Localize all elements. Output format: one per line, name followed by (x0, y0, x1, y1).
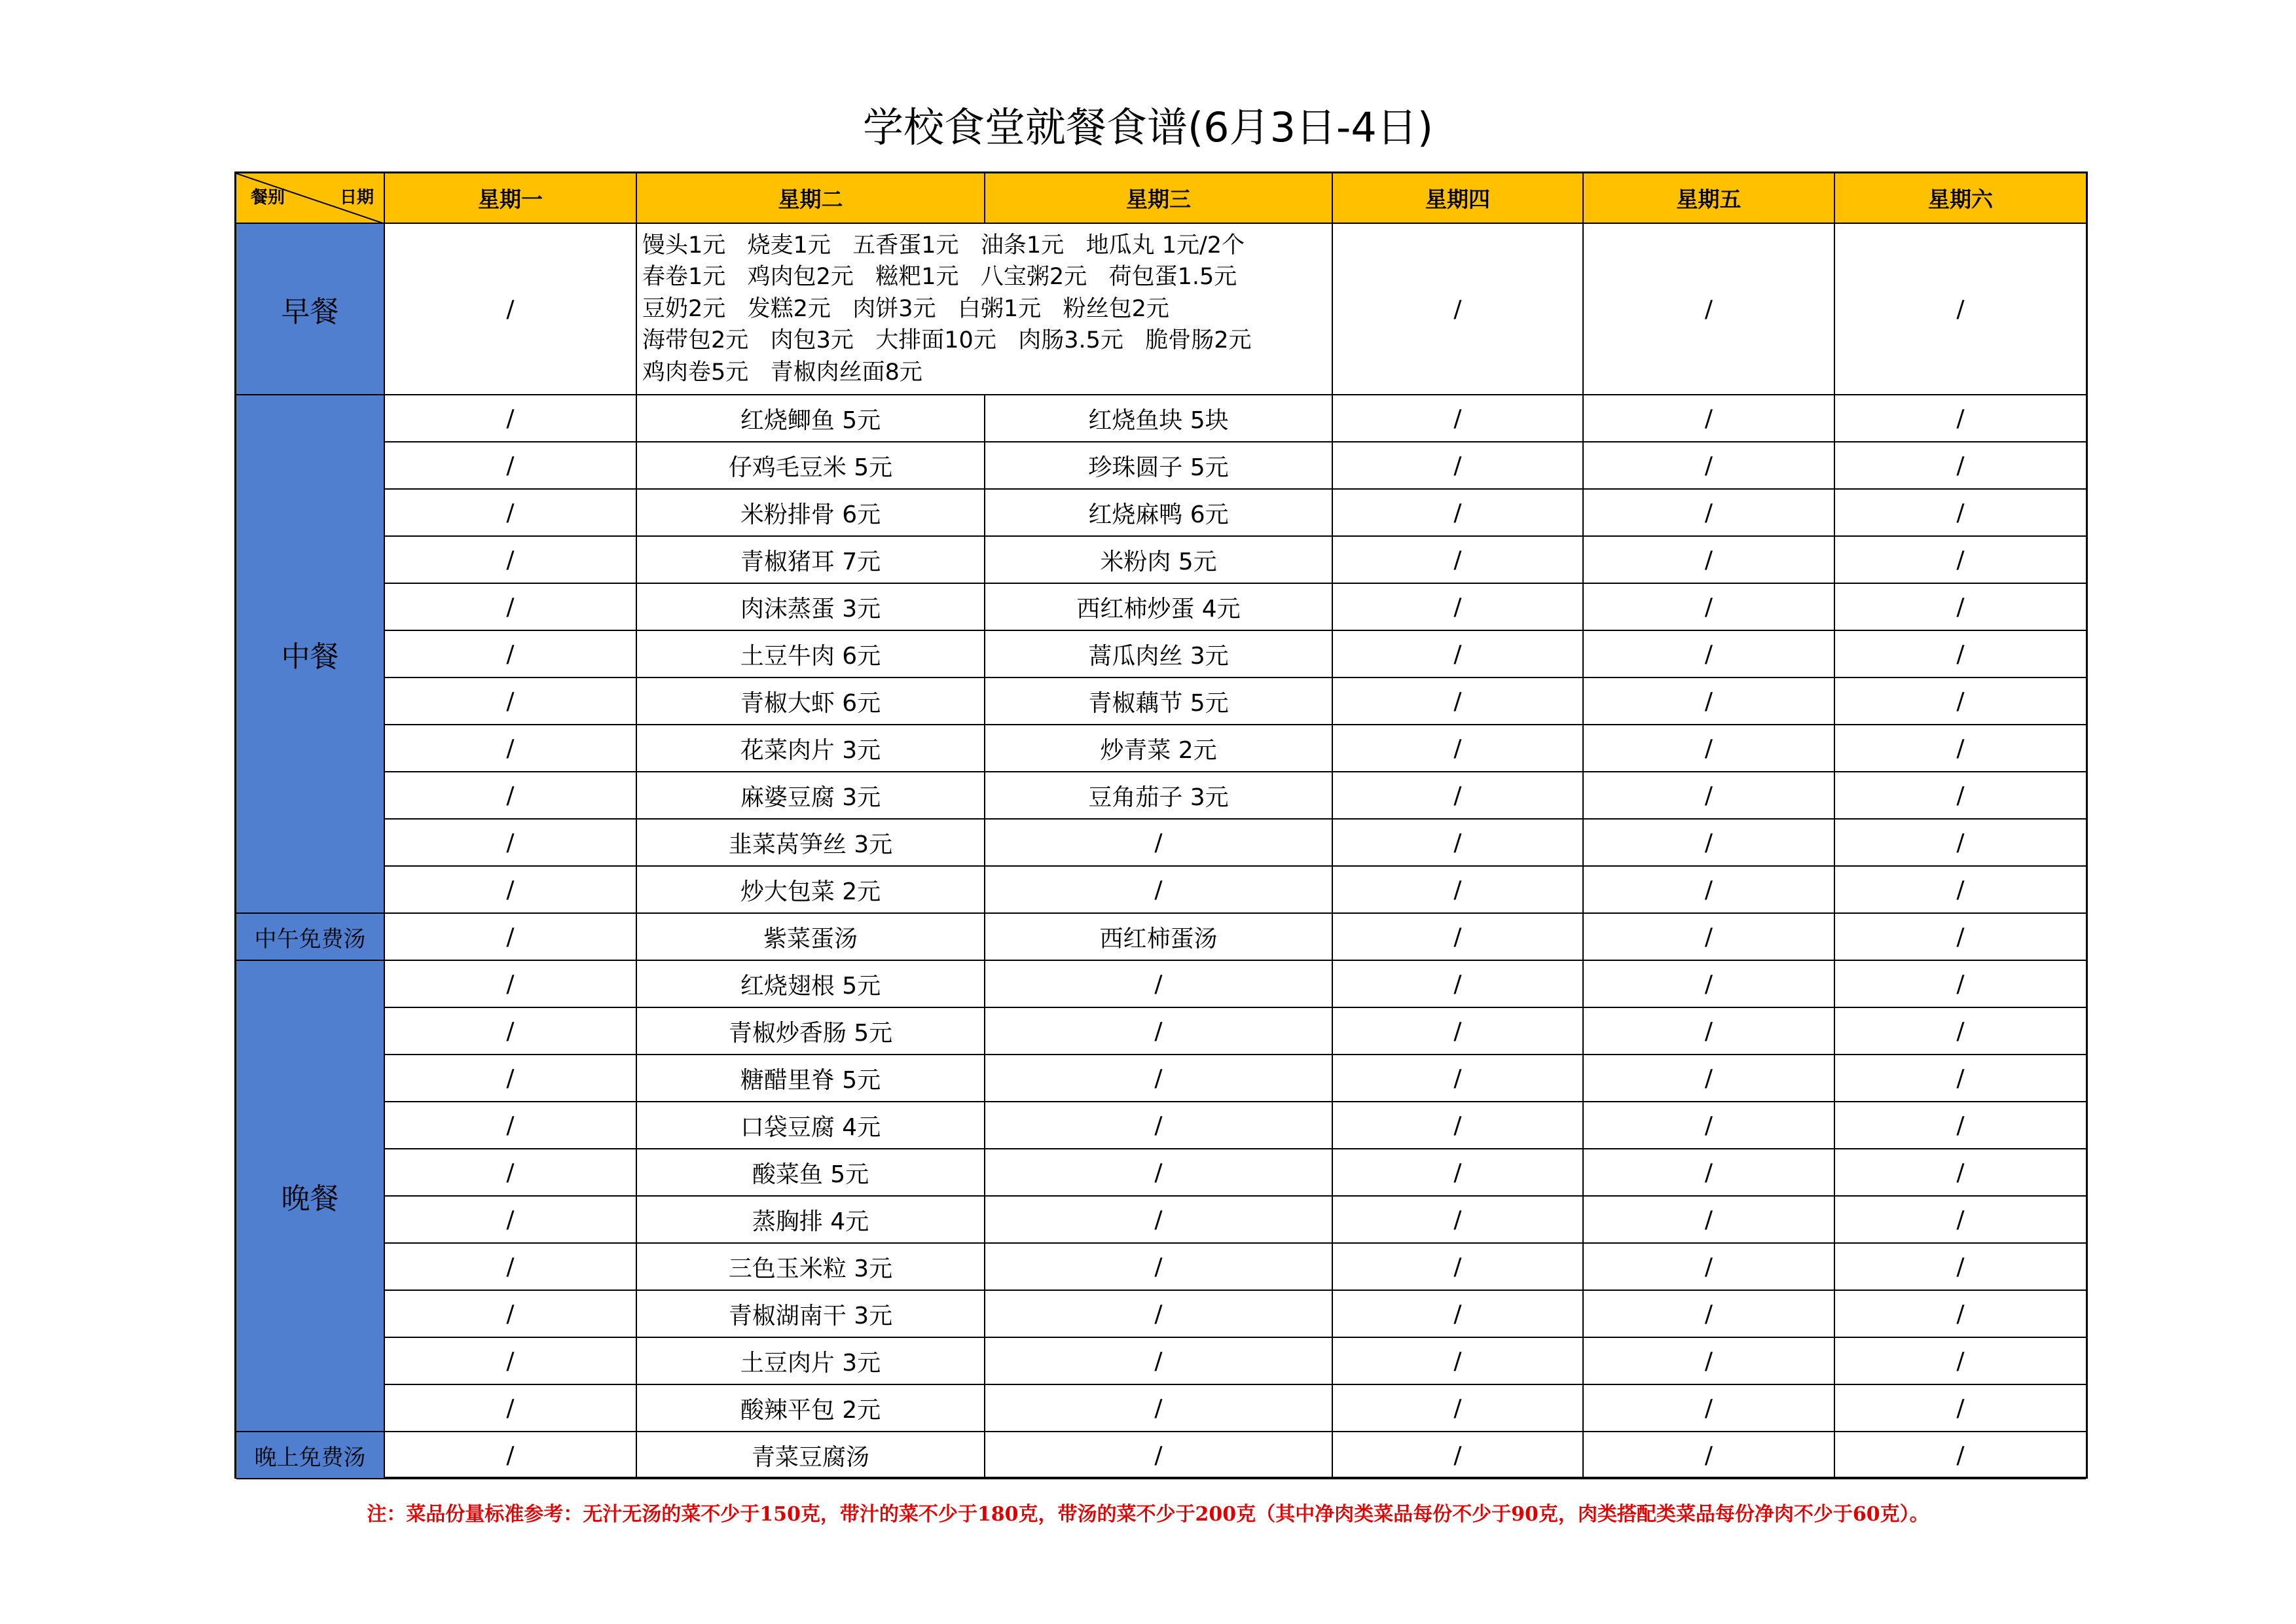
lunch-dish-wednesday: 珍珠圆子 5元 (985, 442, 1333, 490)
dinner-dish-friday: / (1584, 1149, 1835, 1197)
dinner-dish-saturday: / (1835, 1008, 2086, 1055)
portion-note: 注：菜品份量标准参考：无汁无汤的菜不少于150克，带汁的菜不少于180克，带汤的菜不少于200克（其中净肉类菜品每份不少于90克，肉类搭配类菜品每份净肉不少于60克）。 (367, 1503, 1929, 1526)
lunch-dish-wednesday: / (985, 867, 1333, 914)
lunch-dish-monday: / (385, 820, 637, 867)
dinner-dish-wednesday: / (985, 1244, 1333, 1291)
dinner-dish-wednesday: / (985, 961, 1333, 1008)
breakfast-tuesday-wednesday (637, 224, 1333, 395)
lunch-dish-wednesday: 红烧麻鸭 6元 (985, 490, 1333, 537)
breakfast-thursday: / (1333, 224, 1584, 395)
lunch-dish-friday: / (1584, 678, 1835, 725)
lunch-dish-thursday: / (1333, 725, 1584, 772)
lunch-soup-wednesday: 西红柿蛋汤 (985, 914, 1333, 961)
lunch-dish-monday: / (385, 725, 637, 772)
day-header-friday: 星期五 (1584, 173, 1835, 224)
dinner-dish-thursday: / (1333, 1385, 1584, 1432)
lunch-dish-wednesday: 红烧鱼块 5块 (985, 395, 1333, 442)
breakfast-menu-line: 海带包2元 肉包3元 大排面10元 肉肠3.5元 脆骨肠2元 (642, 327, 1252, 354)
lunch-soup-thursday: / (1333, 914, 1584, 961)
lunch-dish-saturday: / (1835, 678, 2086, 725)
lunch-dish-friday: / (1584, 867, 1835, 914)
lunch-dish-saturday: / (1835, 395, 2086, 442)
dinner-dish-monday: / (385, 1197, 637, 1244)
lunch-dish-monday: / (385, 678, 637, 725)
dinner-dish-tuesday: 蒸胸排 4元 (637, 1197, 985, 1244)
lunch-dish-thursday: / (1333, 442, 1584, 490)
day-header-saturday: 星期六 (1835, 173, 2086, 224)
dinner-dish-wednesday: / (985, 1385, 1333, 1432)
dinner-soup-tuesday: 青菜豆腐汤 (637, 1432, 985, 1479)
dinner-dish-saturday: / (1835, 1102, 2086, 1149)
dinner-dish-saturday: / (1835, 1338, 2086, 1385)
dinner-dish-monday: / (385, 1008, 637, 1055)
lunch-dish-saturday: / (1835, 490, 2086, 537)
dinner-dish-saturday: / (1835, 1149, 2086, 1197)
dinner-dish-friday: / (1584, 1338, 1835, 1385)
lunch-dish-saturday: / (1835, 631, 2086, 678)
dinner-dish-thursday: / (1333, 961, 1584, 1008)
breakfast-menu-line: 馒头1元 烧麦1元 五香蛋1元 油条1元 地瓜丸 1元/2个 (642, 232, 1245, 259)
dinner-dish-tuesday: 酸辣平包 2元 (637, 1385, 985, 1432)
lunch-dish-tuesday: 青椒大虾 6元 (637, 678, 985, 725)
dinner-soup-wednesday: / (985, 1432, 1333, 1479)
dinner-dish-thursday: / (1333, 1244, 1584, 1291)
dinner-soup-saturday: / (1835, 1432, 2086, 1479)
meal-label-dinner: 晚餐 (236, 961, 385, 1432)
dinner-dish-tuesday: 酸菜鱼 5元 (637, 1149, 985, 1197)
dinner-dish-tuesday: 红烧翅根 5元 (637, 961, 985, 1008)
dinner-dish-wednesday: / (985, 1338, 1333, 1385)
dinner-dish-friday: / (1584, 1197, 1835, 1244)
lunch-soup-monday: / (385, 914, 637, 961)
dinner-dish-thursday: / (1333, 1197, 1584, 1244)
dinner-dish-saturday: / (1835, 1291, 2086, 1338)
lunch-soup-friday: / (1584, 914, 1835, 961)
dinner-dish-tuesday: 糖醋里脊 5元 (637, 1055, 985, 1102)
dinner-soup-thursday: / (1333, 1432, 1584, 1479)
lunch-dish-tuesday: 韭菜莴笋丝 3元 (637, 820, 985, 867)
lunch-dish-thursday: / (1333, 584, 1584, 631)
dinner-dish-saturday: / (1835, 1055, 2086, 1102)
lunch-dish-thursday: / (1333, 772, 1584, 820)
day-header-thursday: 星期四 (1333, 173, 1584, 224)
lunch-dish-thursday: / (1333, 490, 1584, 537)
dinner-dish-saturday: / (1835, 1385, 2086, 1432)
lunch-soup-tuesday: 紫菜蛋汤 (637, 914, 985, 961)
lunch-dish-wednesday: 西红柿炒蛋 4元 (985, 584, 1333, 631)
meal-label-breakfast: 早餐 (236, 224, 385, 395)
lunch-dish-tuesday: 仔鸡毛豆米 5元 (637, 442, 985, 490)
day-header-monday: 星期一 (385, 173, 637, 224)
lunch-soup-saturday: / (1835, 914, 2086, 961)
meal-type-label: 餐别 (251, 188, 285, 208)
dinner-dish-monday: / (385, 1338, 637, 1385)
dinner-dish-wednesday: / (985, 1197, 1333, 1244)
meal-label-dinner-soup: 晚上免费汤 (236, 1432, 385, 1479)
breakfast-monday: / (385, 224, 637, 395)
dinner-soup-friday: / (1584, 1432, 1835, 1479)
lunch-dish-saturday: / (1835, 867, 2086, 914)
dinner-dish-friday: / (1584, 1055, 1835, 1102)
dinner-dish-wednesday: / (985, 1008, 1333, 1055)
lunch-dish-friday: / (1584, 725, 1835, 772)
breakfast-menu-line: 鸡肉卷5元 青椒肉丝面8元 (642, 359, 922, 386)
dinner-dish-tuesday: 青椒湖南干 3元 (637, 1291, 985, 1338)
menu-table (234, 171, 2088, 1479)
lunch-dish-friday: / (1584, 631, 1835, 678)
dinner-dish-friday: / (1584, 961, 1835, 1008)
lunch-dish-thursday: / (1333, 820, 1584, 867)
dinner-dish-monday: / (385, 1291, 637, 1338)
lunch-dish-monday: / (385, 395, 637, 442)
lunch-dish-wednesday: 青椒藕节 5元 (985, 678, 1333, 725)
breakfast-saturday: / (1835, 224, 2086, 395)
lunch-dish-tuesday: 土豆牛肉 6元 (637, 631, 985, 678)
lunch-dish-wednesday: 米粉肉 5元 (985, 537, 1333, 584)
page-title: 学校食堂就餐食谱(6月3日-4日) (862, 103, 1434, 151)
dinner-dish-friday: / (1584, 1244, 1835, 1291)
breakfast-menu-list (642, 230, 1252, 389)
lunch-dish-tuesday: 麻婆豆腐 3元 (637, 772, 985, 820)
day-header-tuesday: 星期二 (637, 173, 985, 224)
lunch-dish-monday: / (385, 631, 637, 678)
lunch-dish-wednesday: / (985, 820, 1333, 867)
lunch-dish-tuesday: 炒大包菜 2元 (637, 867, 985, 914)
dinner-dish-tuesday: 口袋豆腐 4元 (637, 1102, 985, 1149)
breakfast-menu-line: 春卷1元 鸡肉包2元 糍粑1元 八宝粥2元 荷包蛋1.5元 (642, 264, 1237, 291)
dinner-soup-monday: / (385, 1432, 637, 1479)
dinner-dish-thursday: / (1333, 1102, 1584, 1149)
lunch-dish-friday: / (1584, 490, 1835, 537)
dinner-dish-wednesday: / (985, 1291, 1333, 1338)
corner-header-cell (236, 173, 385, 224)
lunch-dish-tuesday: 花菜肉片 3元 (637, 725, 985, 772)
lunch-dish-monday: / (385, 867, 637, 914)
dinner-dish-monday: / (385, 1149, 637, 1197)
dinner-dish-tuesday: 三色玉米粒 3元 (637, 1244, 985, 1291)
dinner-dish-friday: / (1584, 1102, 1835, 1149)
lunch-dish-wednesday: 豆角茄子 3元 (985, 772, 1333, 820)
dinner-dish-saturday: / (1835, 961, 2086, 1008)
dinner-dish-monday: / (385, 961, 637, 1008)
dinner-dish-wednesday: / (985, 1102, 1333, 1149)
meal-label-lunch-soup: 中午免费汤 (236, 914, 385, 961)
lunch-dish-monday: / (385, 442, 637, 490)
dinner-dish-monday: / (385, 1244, 637, 1291)
date-label: 日期 (340, 188, 374, 208)
lunch-dish-thursday: / (1333, 678, 1584, 725)
dinner-dish-monday: / (385, 1385, 637, 1432)
lunch-dish-tuesday: 红烧鲫鱼 5元 (637, 395, 985, 442)
dinner-dish-thursday: / (1333, 1055, 1584, 1102)
lunch-dish-saturday: / (1835, 584, 2086, 631)
lunch-dish-tuesday: 米粉排骨 6元 (637, 490, 985, 537)
lunch-dish-monday: / (385, 537, 637, 584)
lunch-dish-saturday: / (1835, 772, 2086, 820)
dinner-dish-tuesday: 土豆肉片 3元 (637, 1338, 985, 1385)
breakfast-friday: / (1584, 224, 1835, 395)
dinner-dish-thursday: / (1333, 1149, 1584, 1197)
dinner-dish-wednesday: / (985, 1149, 1333, 1197)
lunch-dish-friday: / (1584, 442, 1835, 490)
dinner-dish-friday: / (1584, 1008, 1835, 1055)
lunch-dish-thursday: / (1333, 537, 1584, 584)
lunch-dish-tuesday: 青椒猪耳 7元 (637, 537, 985, 584)
lunch-dish-friday: / (1584, 395, 1835, 442)
lunch-dish-monday: / (385, 490, 637, 537)
dinner-dish-friday: / (1584, 1385, 1835, 1432)
lunch-dish-tuesday: 肉沫蒸蛋 3元 (637, 584, 985, 631)
lunch-dish-friday: / (1584, 820, 1835, 867)
lunch-dish-monday: / (385, 772, 637, 820)
lunch-dish-saturday: / (1835, 537, 2086, 584)
dinner-dish-thursday: / (1333, 1338, 1584, 1385)
dinner-dish-wednesday: / (985, 1055, 1333, 1102)
dinner-dish-tuesday: 青椒炒香肠 5元 (637, 1008, 985, 1055)
lunch-dish-saturday: / (1835, 820, 2086, 867)
lunch-dish-friday: / (1584, 584, 1835, 631)
dinner-dish-monday: / (385, 1102, 637, 1149)
lunch-dish-wednesday: 炒青菜 2元 (985, 725, 1333, 772)
dinner-dish-friday: / (1584, 1291, 1835, 1338)
lunch-dish-monday: / (385, 584, 637, 631)
lunch-dish-saturday: / (1835, 725, 2086, 772)
dinner-dish-saturday: / (1835, 1244, 2086, 1291)
day-header-wednesday: 星期三 (985, 173, 1333, 224)
meal-label-lunch: 中餐 (236, 395, 385, 914)
dinner-dish-saturday: / (1835, 1197, 2086, 1244)
dinner-dish-thursday: / (1333, 1008, 1584, 1055)
lunch-dish-thursday: / (1333, 631, 1584, 678)
breakfast-menu-line: 豆奶2元 发糕2元 肉饼3元 白粥1元 粉丝包2元 (642, 295, 1169, 322)
lunch-dish-friday: / (1584, 772, 1835, 820)
lunch-dish-wednesday: 蒿瓜肉丝 3元 (985, 631, 1333, 678)
lunch-dish-friday: / (1584, 537, 1835, 584)
dinner-dish-monday: / (385, 1055, 637, 1102)
lunch-dish-thursday: / (1333, 395, 1584, 442)
lunch-dish-thursday: / (1333, 867, 1584, 914)
lunch-dish-saturday: / (1835, 442, 2086, 490)
dinner-dish-thursday: / (1333, 1291, 1584, 1338)
